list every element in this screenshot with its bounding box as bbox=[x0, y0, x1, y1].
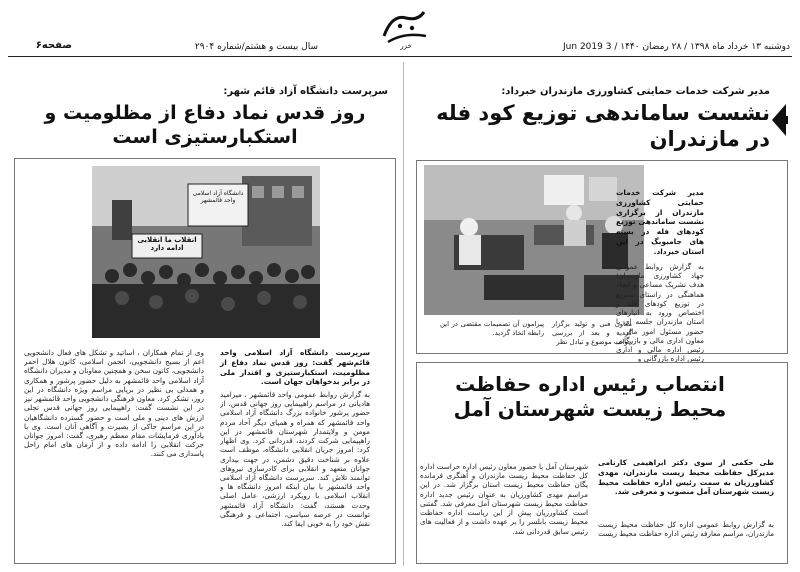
banner-university: دانشگاه آزاد اسلامی واحد قائمشهر bbox=[192, 190, 244, 204]
left-body-col-2: به گزارش روابط عمومی واحد قائمشهر ، میرامید هادیانی در مراسم راهپیمایی روز جهانی قدس، از حضور پرشور خانواده بزرگ دانشگاه آزاد اسلامی واحد قائمشهر که همراه و همپای دیگر آحاد مردم مومن و ولایتمدار شهرستان قائمشهر در این راهپیمایی شرکت کردند، قدردانی کرد. وی اظهار کرد: امروز جریان انقلابی دانشگاه، موظف است علاوه بر شناخت دقیق دشمن، در جهت بیداری جوانان متعهد و انقلابی برای کادرسازی نیروهای توانمند تلاش کند. سرپرست دانشگاه آزاد اسلامی واحد قائمشهر با بیان اینکه امروز دانشگاه ها و انقلاب اسلامی با رویکرد ارزشی، عامل اصلی وحدت هستند، گفت: دانشگاه آزاد قائمشهر توانست در عرصه سیاسی، اجتماعی و فرهنگی نقش خود را به خوبی ایفا کند. bbox=[220, 390, 370, 529]
right-body: به گزارش روابط عمومی جهاد کشاورزی مازندران؛ هدف تشریک مساعی و ایجاد هماهنگی در راستای تسریع در توزیع کودهای فله و اختصاص ورود به انبارهای استان مازندران جلسه ای با حضور مسئول امور مالی ، معاون اداری مالی و بازرگانی رئیس اداره مالی و اداری رئیس اداره بازرگانی و bbox=[616, 262, 704, 364]
left-headline: روز قدس نماد دفاع از مظلومیت و استکبارستیزی است bbox=[44, 102, 366, 148]
right-lead: مدیر شرکت خدمات حمایتی کشاورزی مازندران از برگزاری نشست ساماندهی توزیع کودهای فله در بسته های جامبوبگ در این استان خبرداد. bbox=[616, 188, 704, 256]
right-headline: نشست ساماندهی توزیع کود فله در مازندران bbox=[436, 101, 770, 152]
banner-slogan: انقلاب ما انقلابی ادامه دارد bbox=[137, 236, 197, 252]
meeting-photo bbox=[424, 165, 644, 315]
header-rule bbox=[8, 56, 792, 57]
appointment-headline: انتصاب رئیس اداره حفاظت محیط زیست شهرستان آمل bbox=[453, 372, 727, 421]
right-kicker: مدیر شرکت خدمات حمایتی کشاورزی مازندران خبرداد: bbox=[501, 86, 770, 97]
left-lead: سرپرست دانشگاه آزاد اسلامی واحد قائم‌شهر گفت: روز قدس نماد دفاع از مظلومیت، استکبارستیزی و اقتدار ملی در برابر بدخواهان جهان است. bbox=[220, 348, 370, 387]
appointment-lead: طی حکمی از سوی دکتر ابراهیمی کارنامی مدیرکل حفاظت محیط زیست مازندران، مهدی کشاورزیان به سمت رئیس اداره حفاظت محیط زیست شهرستان آمل منصوب و معرفی شد. bbox=[598, 458, 774, 497]
right-caption-1: معاون فنی و تولید برگزار گردید و بعد از بررسی جوانب موضوع و تبادل نظر bbox=[552, 320, 632, 346]
newspaper-logo bbox=[378, 6, 434, 50]
page-label: صفحه۶ bbox=[35, 40, 72, 51]
rally-photo bbox=[92, 166, 320, 338]
issue-date-line: دوشنبه ۱۳ خرداد ماه ۱۳۹۸ / ۲۸ رمضان ۱۴۴۰ / 3 Jun 2019 bbox=[563, 42, 790, 52]
column-divider bbox=[403, 62, 404, 566]
appointment-body-left: شهرستان آمل با حضور معاون رئیس اداره حراست اداره کل حفاظت محیط زیست مازندران و آهنگری فرمانده یگان حفاظت محیط زیست استان برگزار شد. در این مراسم مهدی کشاورزیان به عنوان رئیس جدید اداره حفاظت محیط زیست شهرستان آمل معرفی شد. گفتنی است کشاورزیان پیش از این ریاست اداره حفاظت محیط زیست بابلسر را بر عهده داشت و از فعالیت های رئیس سابق قدردانی شد. bbox=[420, 462, 588, 536]
logo-wordmark: خزر bbox=[400, 42, 412, 50]
left-body-col-1: وی از تمام همکاران ، اساتید و تشکل های فعال دانشجویی اعم از بسیج دانشجویی، انجمن اسلامی، کانون هلال احمر دانشجویی، کانون سخن و همچنین معاونان و مدیران دانشگاه آزاد اسلامی واحد قائمشهر به دلیل حضور پرشور و همکاری و همدلی بی نظیر در برپایی مراسم ویژه دانشگاه در این روز، تشکر کرد. معاون فرهنگی دانشجویی واحد قائمشهر نیز در این نشست گفت: راهپیمایی روز جهانی قدس تجلی ارزش های دینی و ملی است و حضور گسترده دانشگاهیان در این مراسم حاکی از بصیرت و آگاهی آنان است. وی با یادآوری فرمایشات مقام معظم رهبری، گفت: امروز جوانان حرکت انقلابی را ادامه داده و از آرمان های امام راحل پاسداری می کنند. bbox=[24, 348, 204, 459]
issue-number: سال بیست و هشتم/شماره ۲۹۰۴ bbox=[194, 42, 318, 52]
right-caption-2: پیرامون آن تصمیمات مقتضی در این رابطه اتخاذ گردید. bbox=[440, 320, 544, 337]
arrow-icon bbox=[770, 90, 788, 150]
appointment-body-right: به گزارش روابط عمومی اداره کل حفاظت محیط زیست مازندران، مراسم معارفه رئیس اداره حفاظت محیط زیست bbox=[598, 520, 774, 539]
left-kicker: سرپرست دانشگاه آزاد قائم شهر: bbox=[223, 86, 388, 97]
